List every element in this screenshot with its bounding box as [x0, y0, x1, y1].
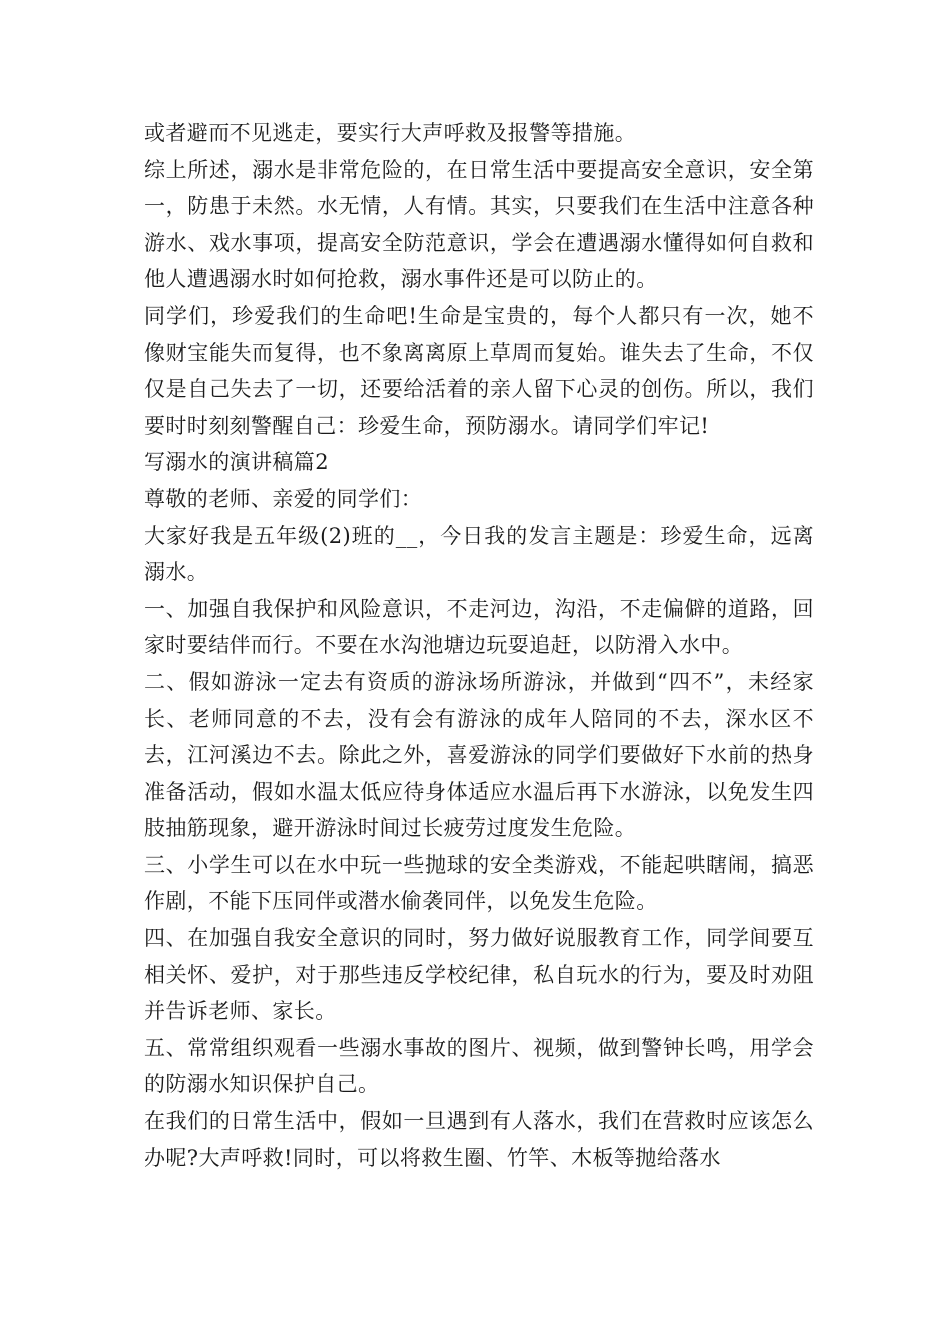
list-item-3: 三、小学生可以在水中玩一些抛球的安全类游戏，不能起哄瞎闹，搞恶作剧，不能下压同伴或潜水偷袭同伴，以免发生危险。 — [144, 852, 814, 914]
list-item-1: 一、加强自我保护和风险意识，不走河边，沟沿，不走偏僻的道路，回家时要结伴而行。不要在水沟池塘边玩耍追赶，以防滑入水中。 — [144, 596, 814, 658]
paragraph-rescue: 在我们的日常生活中，假如一旦遇到有人落水，我们在营救时应该怎么办呢?大声呼救!同时，可以将救生圈、竹竿、木板等抛给落水 — [144, 1109, 814, 1170]
paragraph-escape-advice: 或者避而不见逃走，要实行大声呼救及报警等措施。 — [144, 121, 637, 145]
salutation: 尊敬的老师、亲爱的同学们： — [144, 486, 423, 511]
list-item-2: 二、假如游泳一定去有资质的游泳场所游泳，并做到“四不”，未经家长、老师同意的不去，没有会有游泳的成年人陪同的不去，深水区不去，江河溪边不去。除此之外，喜爱游泳的同学们要做好下水前的热身准备活动，假如水温太低应待身体适应水温后再下水游泳，以免发生四肢抽筋现象，避开游泳时间过长疲劳过度发生危险。 — [144, 669, 814, 841]
paragraph-introduction: 大家好我是五年级(2)班的__，今日我的发言主题是：珍爱生命，远离溺水。 — [144, 523, 814, 585]
section-heading: 写溺水的演讲稿篇2 — [144, 450, 329, 475]
list-item-4: 四、在加强自我安全意识的同时，努力做好说服教育工作，同学间要互相关怀、爱护，对于那些违反学校纪律，私自玩水的行为，要及时劝阻并告诉老师、家长。 — [144, 926, 814, 1024]
document-page — [144, 115, 814, 1176]
paragraph-cherish-life: 同学们，珍爱我们的生命吧!生命是宝贵的，每个人都只有一次，她不像财宝能失而复得，也不象离离原上草周而复始。谁失去了生命，不仅仅是自己失去了一切，还要给活着的亲人留下心灵的创伤。所以，我们要时时刻刻警醒自己：珍爱生命，预防溺水。请同学们牢记! — [144, 303, 814, 438]
paragraph-summary: 综上所述，溺水是非常危险的，在日常生活中要提高安全意识，安全第一，防患于未然。水无情，人有情。其实，只要我们在生活中注意各种游水、戏水事项，提高安全防范意识，学会在遭遇溺水懂得如何自救和他人遭遇溺水时如何抢救，溺水事件还是可以防止的。 — [144, 157, 814, 292]
list-item-5: 五、常常组织观看一些溺水事故的图片、视频，做到警钟长鸣，用学会的防溺水知识保护自己。 — [144, 1035, 814, 1097]
